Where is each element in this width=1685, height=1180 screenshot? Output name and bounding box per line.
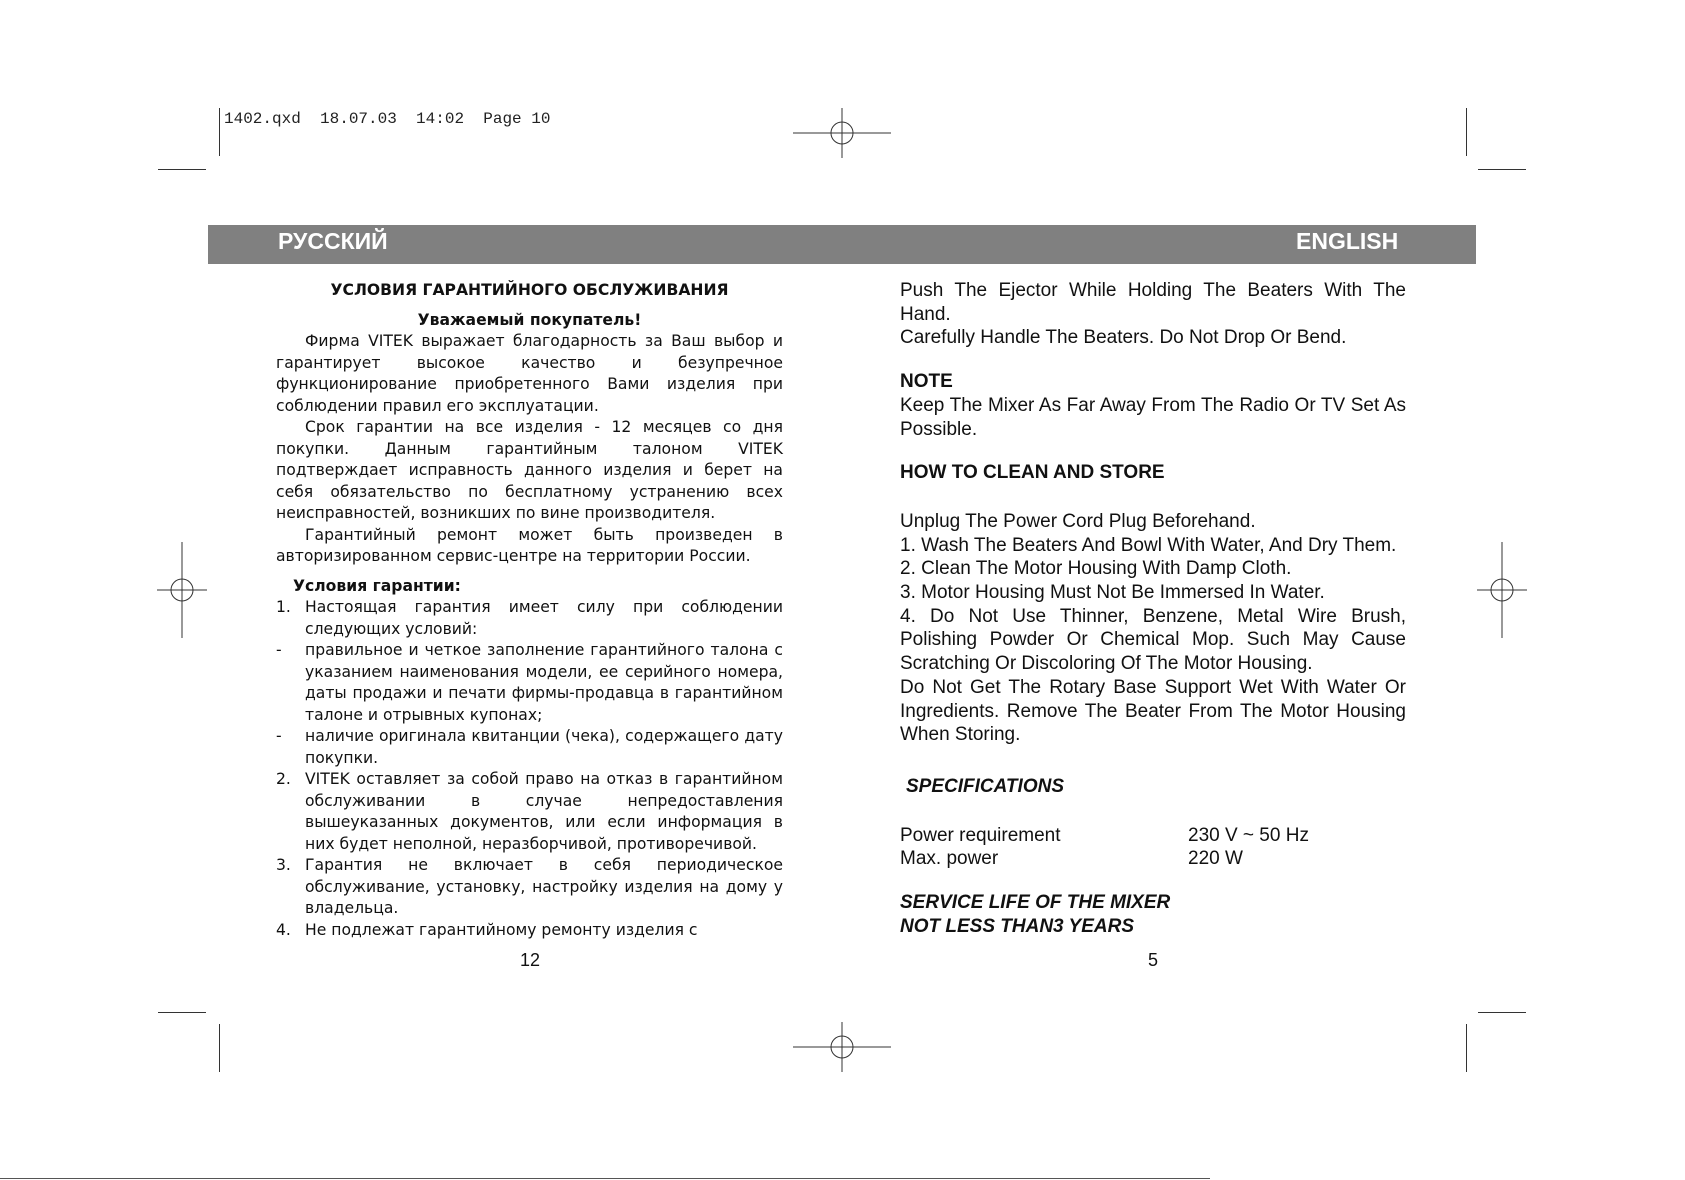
page-number-left: 12 <box>520 950 541 970</box>
spec-value: 230 V ~ 50 Hz <box>1188 824 1309 846</box>
list-item <box>276 597 783 640</box>
header-english: ENGLISH <box>1296 228 1399 254</box>
list-item <box>276 855 783 920</box>
service-life-value: NOT LESS THAN3 YEARS <box>900 915 1135 937</box>
list-item <box>276 769 783 855</box>
file-slug: 1402.qxd 18.07.03 14:02 Page 10 <box>224 110 551 128</box>
list-marker: - <box>276 641 282 659</box>
paragraph: Срок гарантии на все изделия - 12 месяцев со дня покупки. Данным гарантийным талоном VITEK подтверждает исправность данного изделия и берет на себя обязательство по бесплатному устранению всех неисправностей, возникших по вине производителя. <box>276 418 783 522</box>
paragraph: Гарантийный ремонт может быть произведен в авторизированном сервис-центре на территории России. <box>276 525 783 565</box>
list-item-text: VITEK оставляет за собой право на отказ в гарантийном обслуживании в случае непредоставления вышеуказанных документов, или если информация в них будет неполной, неразборчивой, противоречивой. <box>305 770 783 853</box>
warranty-title: УСЛОВИЯ ГАРАНТИЙНОГО ОБСЛУЖИВАНИЯ <box>330 281 729 299</box>
list-item <box>276 920 783 942</box>
crop-mark <box>158 169 206 170</box>
note-heading: NOTE <box>900 371 953 393</box>
spec-label: Power requirement <box>900 824 1061 846</box>
service-life-heading: SERVICE LIFE OF THE MIXER <box>900 892 1171 914</box>
russian-column <box>276 280 783 941</box>
crop-mark <box>219 1024 220 1072</box>
instruction-line: Push The Ejector While Holding The Beaters With The Hand. <box>900 280 1406 325</box>
list-item <box>276 726 783 769</box>
list-item-text: правильное и четкое заполнение гарантийного талона с указанием наименования модели, ее серийного номера, даты продажи и печати фирмы-продавца в гарантийном талоне и отрывных купонах; <box>305 641 783 724</box>
greeting: Уважаемый покупатель! <box>417 310 642 329</box>
spec-value: 220 W <box>1188 848 1243 870</box>
clean-line: 3. Motor Housing Must Not Be Immersed In Water. <box>900 582 1325 604</box>
conditions-title: Условия гарантии: <box>293 576 461 595</box>
list-marker: 3. <box>276 856 291 874</box>
registration-mark-icon <box>793 1022 891 1072</box>
list-item <box>276 640 783 726</box>
clean-line: Unplug The Power Cord Plug Beforehand. <box>900 510 1256 532</box>
bottom-rule <box>0 1178 1210 1179</box>
crop-mark <box>1466 1024 1467 1072</box>
list-item-text: Гарантия не включает в себя периодическое обслуживание, установку, настройку изделия на дому у владельца. <box>305 856 783 917</box>
language-header-bar <box>208 225 1476 264</box>
crop-mark <box>1466 108 1467 156</box>
instruction-line: Carefully Handle The Beaters. Do Not Drop Or Bend. <box>900 327 1347 349</box>
clean-line: 1. Wash The Beaters And Bowl With Water, And Dry Them. <box>900 534 1397 556</box>
registration-mark-icon <box>157 542 207 638</box>
note-text: Keep The Mixer As Far Away From The Radio Or TV Set As Possible. <box>900 394 1406 440</box>
clean-heading: HOW TO CLEAN AND STORE <box>900 462 1165 484</box>
list-item-text: Настоящая гарантия имеет силу при соблюдении следующих условий: <box>305 598 783 638</box>
paragraph: Фирма VITEK выражает благодарность за Ваш выбор и гарантирует высокое качество и безупречное функционирование приобретенного Вами изделия при соблюдении правил его эксплуатации. <box>276 332 783 415</box>
header-russian: РУССКИЙ <box>278 228 388 254</box>
list-marker: - <box>276 727 282 745</box>
clean-line: Do Not Get The Rotary Base Support Wet With Water Or Ingredients. Remove The Beater From The Motor Housing When Storing. <box>900 676 1406 746</box>
spec-row <box>900 847 1406 871</box>
list-marker: 4. <box>276 920 291 939</box>
crop-mark <box>1478 169 1526 170</box>
crop-mark <box>158 1012 206 1013</box>
clean-line: 4. Do Not Use Thinner, Benzene, Metal Wire Brush, Polishing Powder Or Chemical Mop. Such May Cause Scratching Or Discoloring Of The Motor Housing. <box>900 605 1406 675</box>
list-item-text: наличие оригинала квитанции (чека), содержащего дату покупки. <box>305 727 783 767</box>
registration-mark-icon <box>793 108 891 158</box>
english-column <box>900 279 1406 938</box>
specifications-heading: SPECIFICATIONS <box>906 775 1064 797</box>
page-number-right: 5 <box>1148 950 1159 970</box>
spec-label: Max. power <box>900 848 999 870</box>
spec-row <box>900 824 1406 848</box>
list-item-text: Не подлежат гарантийному ремонту изделия с <box>305 920 698 939</box>
crop-mark <box>1478 1012 1526 1013</box>
registration-mark-icon <box>1477 542 1527 638</box>
list-marker: 2. <box>276 770 291 788</box>
crop-mark <box>219 108 220 156</box>
list-marker: 1. <box>276 598 291 616</box>
clean-line: 2. Clean The Motor Housing With Damp Cloth. <box>900 558 1292 580</box>
